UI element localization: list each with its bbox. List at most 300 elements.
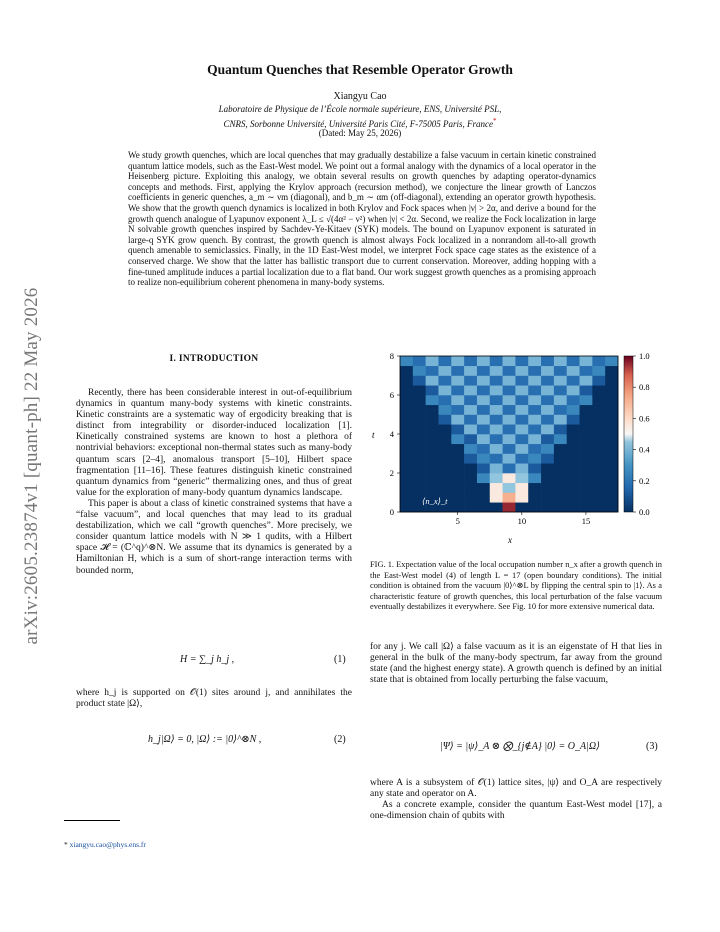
heatmap-cell [592,395,605,405]
intro-paragraph-1: Recently, there has been considerable interest in out-of-equilibrium dynamics in quantum many-body systems with kinetic constraints. Kinetic constraints are a systematic way of ergodicity breaking that is distinct from integrability or disorder-induced localization [1]. Kinetically constrained systems are known to host a plethora of nontrivial behaviors: exceptional non-thermal states such as many-body quantum scars [2–4], anomalous transport [5–10], Hilbert space fragmentation [11–16]. These features distinguish kinetic constrained quantum dynamics from “generic” thermalizing ones, and thus of great value for the exploration of many-body quantum dynamics landscape. [76,388,352,498]
heatmap-cell [592,483,605,493]
heatmap-cell [477,493,490,503]
heatmap-cell [528,463,541,473]
heatmap-cell [413,454,426,464]
heatmap-cell [477,356,490,366]
y-tick-label: 4 [389,429,394,439]
heatmap-cell [451,376,464,386]
heatmap-cell [592,366,605,376]
heatmap-cell [554,385,567,395]
heatmap-cell [541,356,554,366]
heatmap-cells [400,356,618,512]
heatmap-cell [451,444,464,454]
heatmap-cell [490,424,503,434]
heatmap-cell [451,454,464,464]
heatmap-cell [567,473,580,483]
heatmap-cell [400,444,413,454]
equation-3: |Ψ⟩ = |ψ⟩_A ⊗ ⨂_{j∉A} |0⟩ = O_A|Ω⟩ [440,741,600,752]
heatmap-cell [503,424,516,434]
heatmap-cell [503,366,516,376]
figure-1-caption: FIG. 1. Expectation value of the local occupation number n_x after a growth quench in the East-West model (4) of length L = 17 (open boundary conditions). The initial condition is obtained from the vacuum |0⟩^⊗L by flipping the central spin to |1⟩. As a characteristic feature of growth quenches, this local perturbation of the false vacuum eventually destabilizes it everywhere. See Fig. 10 for more extensive numerical data. [370,560,662,612]
heatmap-cell [413,405,426,415]
heatmap-cell [515,493,528,503]
heatmap-cell [554,454,567,464]
heatmap-cell [503,395,516,405]
heatmap-cell [541,463,554,473]
heatmap-cell [438,483,451,493]
heatmap-cell [413,483,426,493]
heatmap-cell [477,454,490,464]
heatmap-cell [592,424,605,434]
heatmap-cell [528,385,541,395]
heatmap-cell [464,502,477,512]
heatmap-cell [592,356,605,366]
heatmap-cell [528,493,541,503]
heatmap-cell [490,385,503,395]
heatmap-cell [426,444,439,454]
heatmap-cell [592,385,605,395]
heatmap-cell [400,415,413,425]
heatmap-cell [567,444,580,454]
heatmap-cell [580,502,593,512]
heatmap-cell [554,415,567,425]
heatmap-cell [554,444,567,454]
y-axis-label: t [372,430,375,440]
heatmap-cell [554,424,567,434]
heatmap-cell [592,434,605,444]
heatmap-cell [477,405,490,415]
heatmap-cell [400,454,413,464]
heatmap-cell [477,473,490,483]
heatmap-cell [541,366,554,376]
heatmap-cell [554,463,567,473]
heatmap-cell [426,366,439,376]
heatmap-cell [438,405,451,415]
heatmap-cell [515,463,528,473]
heatmap-cell [426,483,439,493]
heatmap-cell [592,405,605,415]
heatmap-cell [567,366,580,376]
heatmap-cell [503,454,516,464]
heatmap-cell [438,415,451,425]
heatmap-cell [490,356,503,366]
heatmap-cell [528,454,541,464]
heatmap-cell [503,385,516,395]
heatmap-cell [541,483,554,493]
heatmap-cell [515,473,528,483]
equation-2: h_j|Ω⟩ = 0, |Ω⟩ := |0⟩^⊗N , [148,734,262,745]
heatmap-cell [400,424,413,434]
heatmap-cell [541,395,554,405]
heatmap-cell [477,395,490,405]
colorbar-tick-label: 1.0 [639,351,650,361]
x-tick-label: 10 [517,516,527,526]
heatmap-cell [554,473,567,483]
heatmap-cell [515,424,528,434]
heatmap-cell [438,395,451,405]
x-tick-label: 5 [455,516,460,526]
heatmap-cell [580,395,593,405]
y-tick-label: 6 [389,390,394,400]
footnote-mark: * [64,840,68,849]
heatmap-cell [413,415,426,425]
heatmap-cell [580,415,593,425]
heatmap-cell [451,356,464,366]
heatmap-cell [426,395,439,405]
heatmap-cell [438,434,451,444]
heatmap-cell [426,473,439,483]
heatmap-cell [490,395,503,405]
heatmap-cell [567,493,580,503]
heatmap-cell [503,376,516,386]
heatmap-cell [400,434,413,444]
heatmap-cell [451,366,464,376]
heatmap-cell [490,454,503,464]
heatmap-cell [528,366,541,376]
paper-title: Quantum Quenches that Resemble Operator Growth [207,62,513,77]
heatmap-cell [554,395,567,405]
heatmap-cell [605,463,618,473]
right-paragraph-3: As a concrete example, consider the quantum East-West model [17], a one-dimension chain of qubits with [370,800,662,822]
heatmap-cell [515,405,528,415]
affiliation-mark[interactable]: * [492,117,497,125]
heatmap-cell [451,405,464,415]
left-column-after-eq1 [76,688,352,710]
heatmap-cell [515,434,528,444]
heatmap-cell [541,376,554,386]
heatmap-cell [528,405,541,415]
heatmap-cell [426,434,439,444]
heatmap-cell [438,454,451,464]
x-tick-label: 15 [581,516,591,526]
heatmap-cell [515,395,528,405]
heatmap-cell [400,405,413,415]
figure-1-heatmap [362,348,672,548]
heatmap-cell [528,424,541,434]
heatmap-cell [464,385,477,395]
heatmap-cell [580,356,593,366]
heatmap-cell [451,415,464,425]
heatmap-cell [464,366,477,376]
heatmap-cell [464,415,477,425]
heatmap-cell [413,463,426,473]
heatmap-cell [464,493,477,503]
heatmap-cell [592,454,605,464]
heatmap-cell [528,376,541,386]
heatmap-cell [554,366,567,376]
equation-1: H = ∑_j h_j , [180,654,235,665]
heatmap-cell [438,356,451,366]
heatmap-cell [580,405,593,415]
affiliation [120,103,600,130]
heatmap-cell [413,376,426,386]
heatmap-cell [464,463,477,473]
heatmap-cell [605,415,618,425]
y-tick-label: 8 [389,351,394,361]
heatmap-cell [554,483,567,493]
heatmap-cell [554,502,567,512]
heatmap-cell [400,493,413,503]
heatmap-cell [451,483,464,493]
colorbar-tick-label: 0.6 [639,413,650,424]
heatmap-cell [413,385,426,395]
heatmap-cell [464,376,477,386]
heatmap-cell [605,483,618,493]
heatmap-cell [464,424,477,434]
heatmap-cell [605,434,618,444]
heatmap-cell [528,502,541,512]
heatmap-cell [605,376,618,386]
heatmap-cell [567,395,580,405]
heatmap-cell [451,463,464,473]
heatmap-cell [605,424,618,434]
heatmap-cell [580,493,593,503]
affiliation-line2: CNRS, Sorbonne Université, Université Paris Cité, F-75005 Paris, France [223,119,493,129]
heatmap-cell [515,415,528,425]
heatmap-cell [580,385,593,395]
heatmap-cell [464,405,477,415]
heatmap-cell [464,473,477,483]
email-link[interactable]: xiangyu.cao@phys.ens.fr [69,840,146,849]
heatmap-cell [490,444,503,454]
heatmap-cell [515,366,528,376]
heatmap-cell [503,502,516,512]
heatmap-cell [528,356,541,366]
heatmap-cell [567,424,580,434]
heatmap-cell [567,463,580,473]
heatmap-cell [464,483,477,493]
heatmap-cell [592,493,605,503]
right-paragraph-1: for any j. We call |Ω⟩ a false vacuum as it is an eigenstate of H that lies in general in the bulk of the many-body spectrum, far away from the ground state (and the highest energy state). A growth quench is defined by an initial state that is obtained from locally perturbing the false vacuum, [370,642,662,686]
heatmap-cell [541,473,554,483]
heatmap-cell [490,483,503,493]
heatmap-cell [413,366,426,376]
heatmap-cell [503,405,516,415]
heatmap-cell [464,434,477,444]
heatmap-cell [490,376,503,386]
heatmap-cell [503,356,516,366]
heatmap-cell [400,502,413,512]
heatmap-cell [580,473,593,483]
heatmap-cell [580,454,593,464]
colorbar [624,356,633,512]
heatmap-cell [605,366,618,376]
heatmap-cell [605,502,618,512]
equation-3-number: (3) [646,741,658,752]
heatmap-cell [580,483,593,493]
heatmap-cell [592,415,605,425]
heatmap-cell [554,376,567,386]
heatmap-cell [605,493,618,503]
heatmap-cell [503,444,516,454]
heatmap-cell [580,444,593,454]
heatmap-cell [426,405,439,415]
heatmap-cell [413,444,426,454]
y-tick-label: 2 [389,468,394,478]
heatmap-cell [477,483,490,493]
heatmap-cell [413,356,426,366]
y-tick-label: 0 [389,507,394,517]
colorbar-tick-label: 0.8 [639,382,650,393]
heatmap-cell [592,376,605,386]
heatmap-cell [541,385,554,395]
left-column [76,388,352,577]
heatmap-cell [541,405,554,415]
heatmap-cell [438,424,451,434]
equation-1-number: (1) [334,654,346,665]
heatmap-cell [528,473,541,483]
heatmap-cell [541,434,554,444]
heatmap-cell [477,376,490,386]
heatmap-cell [477,463,490,473]
heatmap-cell [438,376,451,386]
heatmap-cell [503,463,516,473]
heatmap-cell [592,463,605,473]
heatmap-cell [554,493,567,503]
heatmap-cell [554,405,567,415]
section-heading: I. INTRODUCTION [169,354,259,364]
heatmap-cell [605,385,618,395]
date: (Dated: May 25, 2026) [318,128,402,138]
heatmap-cell [438,385,451,395]
heatmap-cell [528,415,541,425]
heatmap-cell [592,473,605,483]
footnote-rule [64,820,120,821]
heatmap-cell [438,473,451,483]
heatmap-cell [567,502,580,512]
heatmap-cell [438,444,451,454]
heatmap-cell [567,454,580,464]
equation-2-number: (2) [334,734,346,745]
abstract: We study growth quenches, which are local quenches that may gradually destabilize a false vacuum in certain kinetic constrained quantum lattice models, such as the East-West model. We point out a formal analogy with the dynamics of a local operator in the Heisenberg picture. Exploiting this analogy, we obtain several results on growth quenches by adapting operator-dynamics concepts and methods. First, applying the Krylov approach (recursion method), we conjecture the linear growth of Lanczos coefficients in generic quenches, a_m ∼ νm (diagonal), and b_m ∼ αm (off-diagonal), extending an operator growth hypothesis. We show that the growth quench dynamics is localized in both Krylov and Fock spaces when |ν| > 2α, and derive a bound for the growth quench analogue of Lyapunov exponent λ_L ≤ √(4α² − ν²) when |ν| < 2α. Second, we realize the Fock localization in large N solvable growth quenches inspired by Sachdev-Ye-Kitaev (SYK) models. The bound on Lyapunov exponent is saturated in large-q SYK grow quench. By contrast, the growth quench is almost always Fock localized in a nonrandom all-to-all growth quench amenable to semiclassics. Finally, in the 1D East-West model, we interpret Fock space cage states as the existence of a conserved charge. We show that the latter has ballistic transport due to current conservation. Moreover, adding hopping with a fine-tuned amplitude induces a partial localization due to a flat band. Our work suggest growth quenches as a promising approach to realize non-equilibrium coherent phenomena in many-body systems. [128,150,596,288]
colorbar-tick-label: 0.4 [639,444,650,455]
heatmap-cell [426,424,439,434]
heatmap-cell [400,376,413,386]
heatmap-cell [541,454,554,464]
colorbar-tick-label: 0.2 [639,475,650,486]
heatmap-cell [490,473,503,483]
heatmap-cell [413,424,426,434]
heatmap-cell [592,502,605,512]
heatmap-cell [567,356,580,366]
heatmap-cell [490,493,503,503]
heatmap-cell [541,493,554,503]
heatmap-cell [541,424,554,434]
heatmap-cell [426,385,439,395]
heatmap-cell [413,395,426,405]
heatmap-cell [605,395,618,405]
heatmap-cell [426,463,439,473]
heatmap-cell [490,366,503,376]
heatmap-cell [528,395,541,405]
heatmap-cell [426,356,439,366]
heatmap-cell [490,502,503,512]
heatmap-cell [580,424,593,434]
heatmap-cell [400,483,413,493]
heatmap-cell [490,415,503,425]
heatmap-cell [490,434,503,444]
heatmap-cell [554,434,567,444]
heatmap-cell [400,463,413,473]
heatmap-cell [451,493,464,503]
heatmap-cell [605,356,618,366]
heatmap-cell [464,356,477,366]
heatmap-cell [567,376,580,386]
inset-label: ⟨n_x⟩_t [422,496,448,506]
heatmap-cell [528,483,541,493]
heatmap-cell [400,385,413,395]
heatmap-cell [477,424,490,434]
heatmap-cell [451,424,464,434]
heatmap-cell [515,385,528,395]
heatmap-cell [567,415,580,425]
heatmap-cell [400,473,413,483]
heatmap-cell [605,444,618,454]
heatmap-cell [605,405,618,415]
heatmap-cell [580,376,593,386]
heatmap-cell [438,366,451,376]
arxiv-stamp: arXiv:2605.23874v1 [quant-ph] 22 May 2026 [21,287,42,645]
affiliation-line1: Laboratoire de Physique de l’École normale supérieure, ENS, Université PSL, [218,104,502,114]
heatmap-cell [426,376,439,386]
colorbar-tick-label: 0.0 [639,507,650,517]
heatmap-cell [464,454,477,464]
heatmap-cell [451,434,464,444]
heatmap-cell [413,434,426,444]
x-axis-label: x [508,535,512,545]
intro-paragraph-2: This paper is about a class of kinetic constrained systems that have a “false vacuum”, and local quenches that may lead to its gradual destabilization, which we call “growth quenches”. More precisely, we consider quantum lattice models with N ≫ 1 qudits, with a Hilbert space 𝓗 = (ℂ^q)^⊗N. We assume that its dynamics is generated by a Hamiltonian H, which is a sum of short-range interaction terms with bounded norm, [76,498,352,576]
right-paragraph-2: where A is a subsystem of 𝒪(1) lattice sites, |ψ⟩ and O_A are respectively any state and operator on A. [370,778,662,800]
author: Xiangyu Cao [333,91,387,102]
heatmap-cell [515,444,528,454]
heatmap-cell [541,444,554,454]
heatmap-cell [567,385,580,395]
heatmap-cell [464,395,477,405]
heatmap-cell [528,434,541,444]
heatmap-cell [451,502,464,512]
heatmap-cell [554,356,567,366]
heatmap-cell [515,356,528,366]
heatmap-cell [503,493,516,503]
heatmap-cell [515,376,528,386]
heatmap-cell [477,444,490,454]
heatmap-cell [451,395,464,405]
heatmap-cell [503,415,516,425]
heatmap-cell [580,434,593,444]
heatmap-cell [438,463,451,473]
heatmap-cell [503,473,516,483]
heatmap-cell [464,444,477,454]
heatmap-cell [477,415,490,425]
heatmap-cell [567,434,580,444]
right-column [370,642,662,686]
footnote [64,840,146,849]
heatmap-cell [426,415,439,425]
heatmap-cell [515,502,528,512]
heatmap-cell [515,483,528,493]
heatmap-cell [426,454,439,464]
heatmap-cell [451,385,464,395]
heatmap-cell [477,366,490,376]
heatmap-cell [605,454,618,464]
heatmap-cell [451,473,464,483]
heatmap-cell [413,473,426,483]
heatmap-cell [528,444,541,454]
heatmap-cell [580,366,593,376]
heatmap-cell [477,502,490,512]
heatmap-cell [567,405,580,415]
heatmap-cell [515,454,528,464]
